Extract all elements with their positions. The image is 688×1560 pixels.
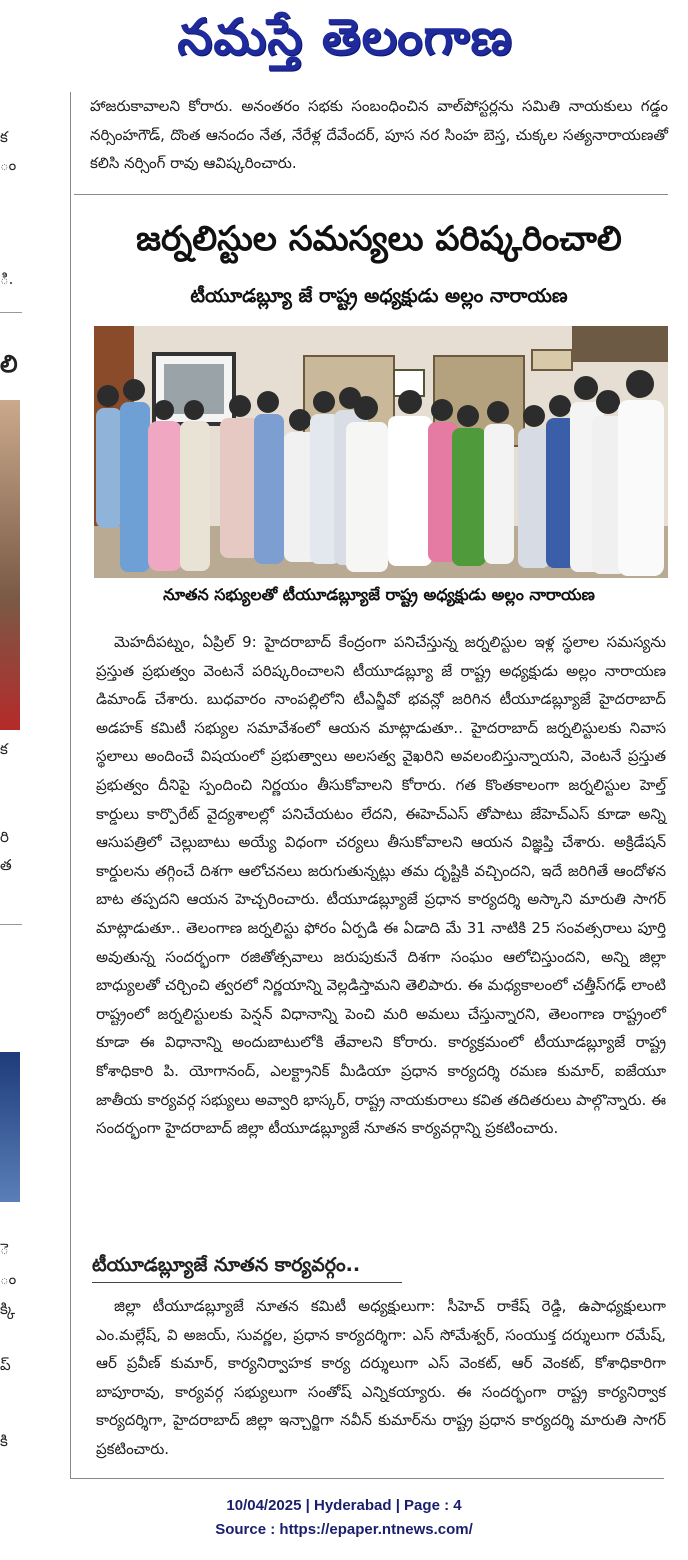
left-fragment-text: కి (0, 1432, 8, 1450)
left-fragment-text: ె (0, 1240, 9, 1258)
left-fragment-text: క (0, 128, 8, 146)
page-footer (0, 1494, 688, 1542)
left-fragment-text: ప్ (0, 1356, 11, 1374)
article-headline: జర్నలిస్టుల సమస్యలు పరిష్కరించాలి (136, 219, 622, 259)
left-fragment-text: క (0, 740, 8, 758)
masthead-title: నమస్తే తెలంగాణ (177, 7, 513, 66)
left-column-fragment (0, 90, 22, 1480)
photo-caption: నూతన సభ్యులతో టీయూడబ్ల్యూజే రాష్ట్ర అధ్యక్షుడు అల్లం నారాయణ (163, 585, 595, 604)
left-column-photo (0, 400, 20, 730)
left-fragment-text: ం (0, 1270, 17, 1288)
footer-date-location: 10/04/2025 | Hyderabad | Page : 4 (226, 1497, 462, 1514)
left-fragment-text: క్కి (0, 1300, 16, 1318)
left-fragment-text: ి. (0, 270, 14, 288)
article-subheadline: టీయూడబ్ల్యూ జే రాష్ట్ర అధ్యక్షుడు అల్లం నారాయణ (190, 285, 568, 307)
article-photo (94, 326, 668, 578)
newspaper-masthead (140, 8, 550, 78)
footer-source: Source : https://epaper.ntnews.com/ (215, 1521, 473, 1538)
left-fragment-text: లి (0, 350, 18, 378)
bottom-divider (70, 1478, 664, 1479)
left-column-photo (0, 1052, 20, 1202)
section-heading: టీయూడబ్ల్యూజే నూతన కార్యవర్గం.. (92, 1250, 402, 1283)
previous-article-text: హాజరుకావాలని కోరారు. అనంతరం సభకు సంబంధించిన వాల్‌పోస్టర్లను సమితి నాయకులు గడ్డం నర్సింహగౌడ్, దొంత ఆనందం నేత, నేరేళ్ల దేవేందర్, పూస నర సింహ బెస్త, చుక్కల సత్యనారాయణతో కలిసి నర్సింగ్ రావు ఆవిష్కరించారు. (90, 97, 668, 173)
section-body (96, 1292, 666, 1464)
left-fragment-text: త (0, 856, 12, 874)
article-body-text: మెహదీపట్నం, ఏప్రిల్ 9: హైదరాబాద్ కేంద్రంగా పనిచేస్తున్న జర్నలిస్టుల ఇళ్ల స్థలాల సమస్యను ప్రస్తుత ప్రభుత్వం వెంటనే పరిష్కరించాలని టీయూడబ్ల్యూ జే రాష్ట్ర అధ్యక్షుడు అల్లం నారాయణ డిమాండ్ చేశారు. బుధవారం నాంపల్లిలోని టీఎన్జీవో భవన్లో జరిగిన టీయూడబ్ల్యూజే హైదరాబాద్ అడహక్ కమిటీ సభ్యుల సమావేశంలో ఆయన మాట్లాడుతూ.. హైదరాబాద్ జర్నలిస్టులకు నివాస స్థలాలు అందించే విషయంలో ప్రభుత్వాలు అలసత్వ వైఖరిని అవలంబిస్తున్నాయని, వెంటనే ప్రస్తుత ప్రభుత్వం దీనిపై స్పందించి నిర్ణయం తీసుకోవాలని కోరారు. గత కొంతకాలంగా జర్నలిస్టుల హెల్త్ కార్డులు కార్పొరేట్ వైద్యశాలల్లో పనిచేయటం లేదని, ఈహెచ్‌ఎస్ తోపాటు జేహెచ్‌ఎస్ కూడా అన్ని ఆసుపత్రిలో చెల్లుబాటు అయ్యే విధంగా చర్యలు తీసుకోవాలని ఆయన విజ్ఞప్తి చేశారు. అక్రిడేషన్ కార్డులను తగ్గించే దిశగా ఆలోచనలు జరుగుతున్నట్లు తమ దృష్టికి వచ్చిందని, ఇదే జరిగితే ఆందోళన బాట తప్పదని ఆయన హెచ్చరించారు. టీయూడబ్ల్యూజే ప్రధాన కార్యదర్శి అస్కాని మారుతి సాగర్ మాట్లాడుతూ.. తెలంగాణ జర్నలిస్టు ఫోరం ఏర్పడి ఈ ఏడాది మే 31 నాటికి 25 సంవత్సరాలు పూర్తి అవుతున్న సందర్భంగా రజితోత్సవాలు జరుపుకునే దిశగా సంఘం ఆలోచిస్తుందని, అన్ని జిల్లా బాధ్యులతో చర్చించి త్వరలో నిర్ణయాన్ని వెల్లడిస్తామని తెలిపారు. ఈ మధ్యకాలంలో చత్తీస్‌గఢ్ లాంటి రాష్ట్రంలో జర్నలిస్టులకు పెన్షన్ విధానాన్ని పెంచి మరి అమలు చేస్తున్నారని, తెలంగాణ రాష్ట్రంలో కూడా ఈ విధానాన్ని అందుబాటులోకి తేవాలని కోరారు. కార్యక్రమంలో టీయూడబ్ల్యూజే రాష్ట్ర కోశాధికారి పి. యోగానంద్, ఎలక్ట్రానిక్ మీడియా ప్రధాన కార్యదర్శి రమణ కుమార్, ఐజేయూ జాతీయ కార్యవర్గ సభ్యులు అవ్వారి భాస్కర్, రాష్ట్ర నాయకురాలు కవిత తదితరులు పాల్గొన్నారు. ఈ సందర్భంగా హైదరాబాద్ జిల్లా టీయూడబ్ల్యూజే నూతన కార్యవర్గాన్ని ప్రకటించారు. (96, 633, 666, 1138)
previous-article-tail (90, 92, 668, 178)
left-fragment-text: ం (0, 156, 17, 174)
left-fragment-text: రి (0, 828, 9, 846)
column-divider (70, 92, 71, 1478)
group-photo-illustration (94, 326, 668, 578)
left-column-divider (0, 924, 22, 925)
article-divider (74, 194, 668, 195)
article-body (96, 628, 666, 1143)
section-body-text: జిల్లా టీయూడబ్ల్యూజే నూతన కమిటీ అధ్యక్షులుగా: సీహెచ్ రాకేష్ రెడ్డి, ఉపాధ్యక్షులుగా ఎం.మల్లేష్, వి అజయ్, సువర్ణల, ప్రధాన కార్యదర్శిగా: ఎస్ సోమేశ్వర్, సంయుక్త దర్శులుగా రమేష్, ఆర్ ప్రవీణ్ కుమార్, కార్యనిర్వాహక కార్య దర్శులుగా ఎస్ వెంకట్, ఆర్ వెంకట్, కోశాధికారిగా బాపూరావు, కార్యవర్గ సభ్యులుగా సంతోష్ ఎన్నికయ్యారు. ఈ సందర్భంగా రాష్ట్ర కార్యనిర్వాక కార్యదర్శిగా, హైదరాబాద్ జిల్లా ఇన్చార్జిగా నవీన్ కుమార్‌ను రాష్ట్ర ప్రధాన కార్యదర్శి మారుతి సాగర్ ప్రకటించారు. (96, 1297, 666, 1458)
left-column-divider (0, 312, 22, 313)
